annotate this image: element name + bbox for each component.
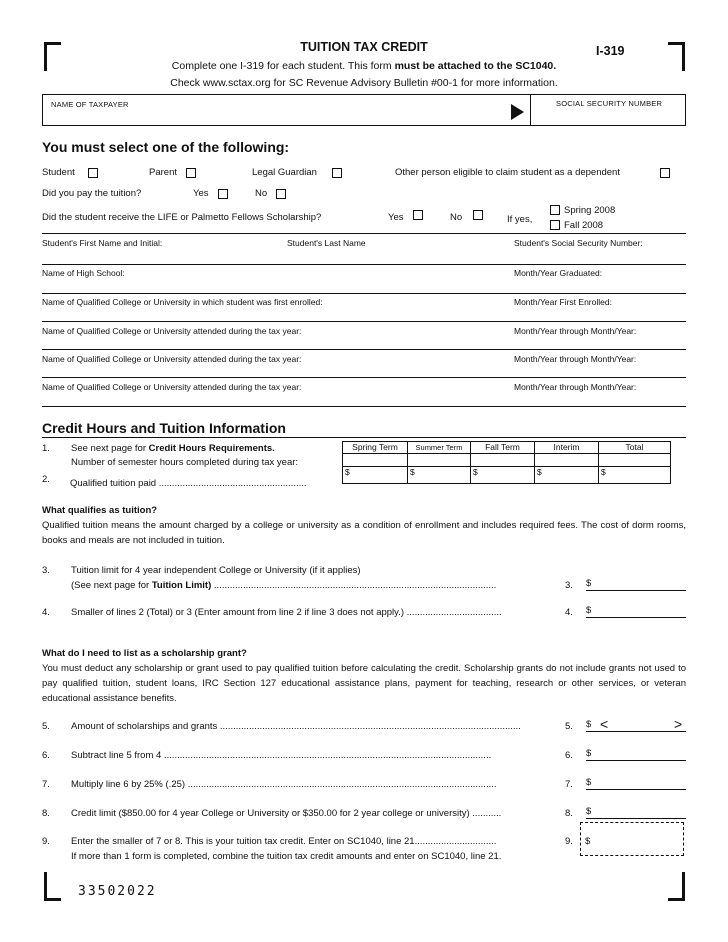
line-1-number: 1. [42, 443, 50, 454]
first-college-field-line[interactable] [42, 321, 686, 322]
line-9-text: Enter the smaller of 7 or 8. This is your tuition tax credit. Enter on SC1040, line 21............................... [71, 836, 497, 847]
line-2-text: Qualified tuition paid ........................................................ [70, 478, 307, 489]
fall-2008-label: Fall 2008 [564, 220, 604, 231]
other-person-checkbox[interactable] [660, 168, 670, 178]
total-header: Total [598, 441, 671, 454]
life-yes-label: Yes [388, 212, 404, 223]
dollar-sign: $ [585, 836, 591, 847]
line-3-number: 3. [42, 565, 50, 576]
college-attended-field-line-3[interactable] [42, 406, 686, 407]
line-4-text: Smaller of lines 2 (Total) or 3 (Enter amount from line 2 if line 3 does not apply.) .................................... [71, 607, 502, 618]
line-3-leader: ........................................................................................................... [211, 580, 497, 591]
student-checkbox[interactable] [88, 168, 98, 178]
arrow-right-icon [511, 104, 524, 120]
line-8-ref: 8. [565, 808, 573, 819]
line-4-number: 4. [42, 607, 50, 618]
dollar-sign: $ [586, 777, 592, 788]
life-no-checkbox[interactable] [473, 210, 483, 220]
high-school-field-line[interactable] [42, 293, 686, 294]
student-first-name-label: Student's First Name and Initial: [42, 238, 163, 248]
legal-guardian-checkbox[interactable] [332, 168, 342, 178]
line-5-ref: 5. [565, 721, 573, 732]
scholarship-text: You must deduct any scholarship or grant used to pay qualified tuition before calculating the credit. Scholarship grants do not include grants not used to pay qualified tuition, student loans, IRC Section 127 educational assistance plans, payment for teaching, research or other services, or veteran educational assistance benefits. [42, 663, 686, 704]
select-heading: You must select one of the following: [42, 139, 290, 155]
instruction-line-2: Check www.sctax.org for SC Revenue Advisory Bulletin #00-1 for more information. [170, 77, 558, 89]
high-school-label: Name of High School: [42, 268, 125, 278]
other-person-label: Other person eligible to claim student as a dependent [395, 167, 620, 178]
interim-tuition-field[interactable] [534, 466, 599, 484]
line-3-subtext [71, 580, 557, 591]
form-number: I-319 [596, 44, 625, 58]
dollar-sign: $ [345, 467, 350, 477]
graduated-label: Month/Year Graduated: [514, 268, 603, 278]
fall-term-header: Fall Term [470, 441, 535, 454]
spring-hours-field[interactable] [342, 453, 408, 467]
line-2-number: 2. [42, 474, 50, 485]
qualifies-heading: What qualifies as tuition? [42, 505, 158, 516]
dollar-sign: $ [410, 467, 415, 477]
instruction-line-1 [0, 60, 728, 72]
if-yes-label: If yes, [507, 214, 533, 225]
line-9-note: If more than 1 form is completed, combine the tuition tax credit amounts and enter on SC1040, line 21. [71, 851, 502, 862]
paid-no-label: No [255, 188, 268, 199]
line-9-ref: 9. [565, 836, 573, 847]
total-tuition-field[interactable] [598, 466, 671, 484]
life-yes-checkbox[interactable] [413, 210, 423, 220]
scholarship-heading: What do I need to list as a scholarship grant? [42, 648, 247, 659]
line-7-ref: 7. [565, 779, 573, 790]
attended-dates-label-3: Month/Year through Month/Year: [514, 382, 637, 392]
divider [42, 233, 686, 234]
paid-tuition-question: Did you pay the tuition? [42, 188, 142, 199]
life-no-label: No [450, 212, 463, 223]
line-4-amount-field[interactable] [586, 605, 686, 618]
spring-2008-checkbox[interactable] [550, 205, 560, 215]
form-title: TUITION TAX CREDIT [300, 40, 428, 54]
line-3-text: Tuition limit for 4 year independent College or University (if it applies) [71, 565, 361, 576]
attended-dates-label-2: Month/Year through Month/Year: [514, 354, 637, 364]
line-8-amount-field[interactable] [586, 806, 686, 819]
student-label: Student [42, 167, 75, 178]
summer-tuition-field[interactable] [407, 466, 471, 484]
line-9-number: 9. [42, 836, 50, 847]
student-last-name-label: Student's Last Name [287, 238, 366, 248]
dollar-sign: $ [601, 467, 606, 477]
spring-tuition-field[interactable] [342, 466, 408, 484]
dollar-sign: $ [586, 748, 592, 759]
attended-dates-label-1: Month/Year through Month/Year: [514, 326, 637, 336]
paid-yes-checkbox[interactable] [218, 189, 228, 199]
dollar-sign: $ [586, 719, 592, 730]
line-8-number: 8. [42, 808, 50, 819]
corner-mark-bottom-left [44, 872, 61, 901]
credit-heading-rule [42, 437, 686, 438]
corner-mark-bottom-right [668, 872, 685, 901]
credit-hours-heading: Credit Hours and Tuition Information [42, 420, 286, 436]
ssn-label: SOCIAL SECURITY NUMBER [556, 99, 663, 108]
line-3-ref: 3. [565, 580, 573, 591]
taxpayer-box [42, 94, 686, 126]
taxpayer-ssn-field[interactable] [535, 109, 683, 123]
dollar-sign: $ [473, 467, 478, 477]
instruction-text: Complete one I-319 for each student. This form [171, 60, 395, 72]
interim-hours-field[interactable] [534, 453, 599, 467]
interim-header: Interim [534, 441, 599, 454]
ssn-divider [530, 95, 531, 125]
spring-term-header: Spring Term [342, 441, 408, 454]
form-code: 33502022 [78, 884, 157, 899]
line-6-text: Subtract line 5 from 4 ............................................................................................................................ [71, 750, 492, 761]
college-attended-field-line-2[interactable] [42, 377, 686, 378]
line-7-amount-field[interactable] [586, 777, 686, 790]
line-3-sub-prefix: (See next page for [71, 580, 152, 591]
line-9-credit-box[interactable] [580, 822, 684, 856]
life-scholarship-question: Did the student receive the LIFE or Palmetto Fellows Scholarship? [42, 212, 322, 223]
fall-hours-field[interactable] [470, 453, 535, 467]
paid-no-checkbox[interactable] [276, 189, 286, 199]
dollar-sign: $ [537, 467, 542, 477]
summer-term-header: Summer Term [407, 441, 471, 454]
instruction-bold: must be attached to the SC1040. [394, 60, 557, 72]
line-4-ref: 4. [565, 607, 573, 618]
line-1-subtext: Number of semester hours completed during tax year: [71, 457, 299, 468]
college-attended-label-1: Name of Qualified College or University attended during the tax year: [42, 326, 302, 336]
dollar-sign: $ [586, 578, 592, 589]
college-attended-label-2: Name of Qualified College or University attended during the tax year: [42, 354, 302, 364]
legal-guardian-label: Legal Guardian [252, 167, 317, 178]
line-1-text [71, 443, 275, 454]
open-bracket: < [600, 716, 609, 732]
fall-2008-checkbox[interactable] [550, 220, 560, 230]
line-7-number: 7. [42, 779, 50, 790]
parent-label: Parent [149, 167, 177, 178]
total-hours-field[interactable] [598, 453, 671, 467]
line-6-number: 6. [42, 750, 50, 761]
dollar-sign: $ [586, 806, 592, 817]
line-7-text: Multiply line 6 by 25% (.25) ..................................................................................................................... [71, 779, 497, 790]
line-3-amount-field[interactable] [586, 578, 686, 591]
line-5-number: 5. [42, 721, 50, 732]
fall-tuition-field[interactable] [470, 466, 535, 484]
taxpayer-name-label: NAME OF TAXPAYER [51, 100, 129, 109]
student-ssn-label: Student's Social Security Number: [514, 238, 643, 248]
line-5-amount-field[interactable] [586, 716, 686, 732]
line-6-amount-field[interactable] [586, 748, 686, 761]
first-enrolled-label: Month/Year First Enrolled: [514, 297, 612, 307]
college-attended-field-line-1[interactable] [42, 349, 686, 350]
dollar-sign: $ [586, 605, 592, 616]
qualifies-text: Qualified tuition means the amount charged by a college or university as a condition of enrollment and includes required fees. The cost of dorm rooms, books and meals are not included in tuition. [42, 520, 686, 546]
line-6-ref: 6. [565, 750, 573, 761]
first-college-label: Name of Qualified College or University in which student was first enrolled: [42, 297, 323, 307]
line-8-text: Credit limit ($850.00 for 4 year College or University or $350.00 for 2 year college or university) ........... [71, 808, 502, 819]
close-bracket: > [674, 716, 683, 732]
spring-2008-label: Spring 2008 [564, 205, 616, 216]
summer-hours-field[interactable] [407, 453, 471, 467]
college-attended-label-3: Name of Qualified College or University attended during the tax year: [42, 382, 302, 392]
paid-yes-label: Yes [193, 188, 209, 199]
line-5-text: Amount of scholarships and grants .................................................................................................................. [71, 721, 521, 732]
taxpayer-name-field[interactable] [123, 109, 503, 123]
parent-checkbox[interactable] [186, 168, 196, 178]
line-3-sub-bold: Tuition Limit) [151, 580, 212, 591]
line-1-prefix: See next page for [71, 443, 149, 454]
line-1-bold: Credit Hours Requirements. [148, 443, 275, 454]
student-name-field-line[interactable] [42, 264, 686, 265]
